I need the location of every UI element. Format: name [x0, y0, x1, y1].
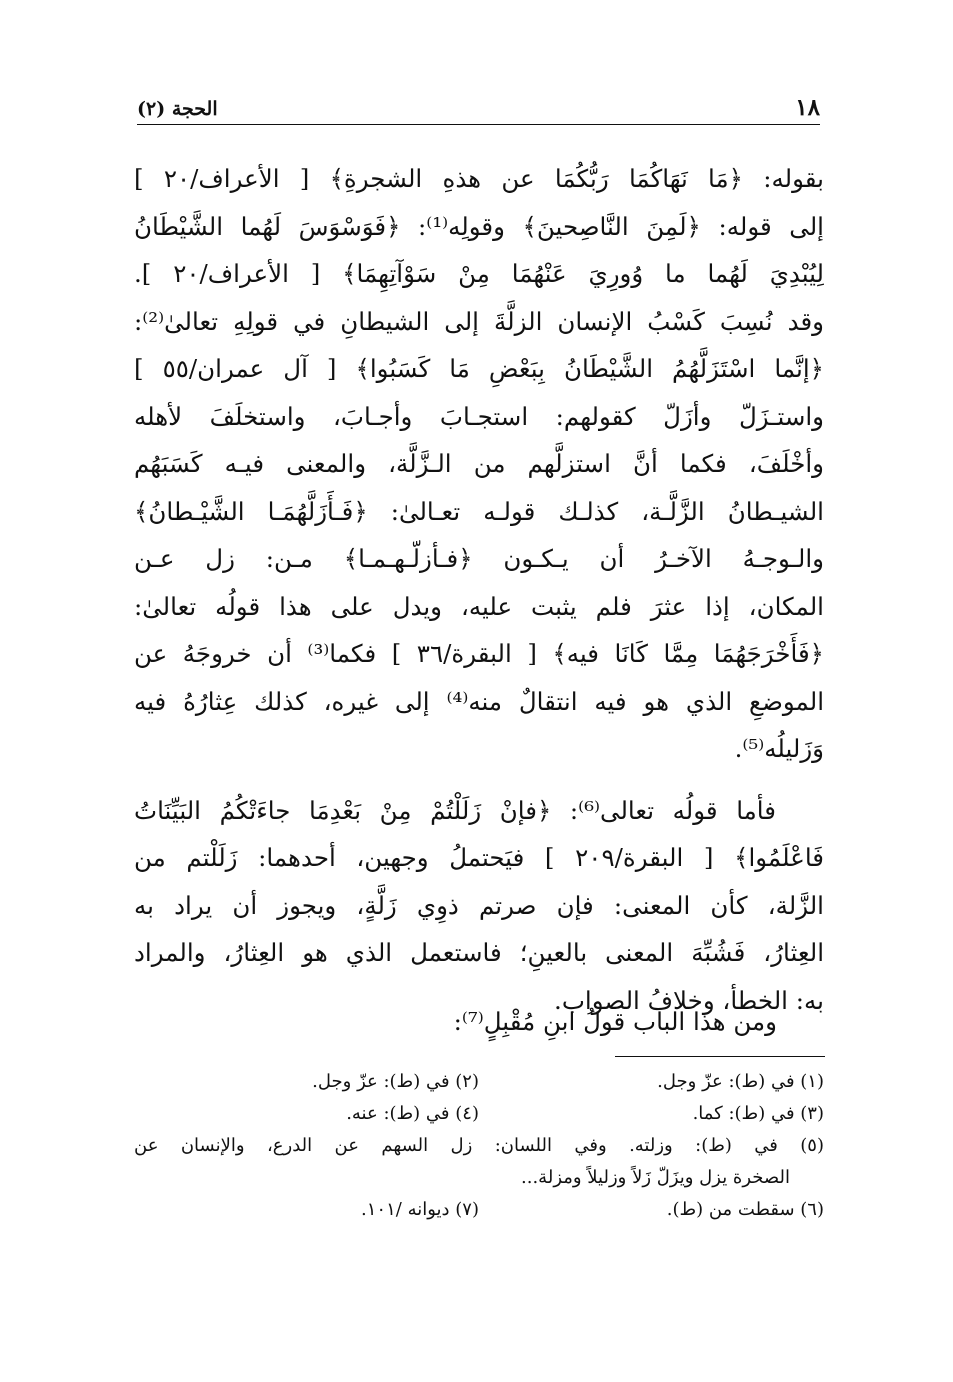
footnote-6: (٦) سقطت من (ط). — [666, 1199, 824, 1220]
text-line: والـوجـهُ الآخـرُ أن يـكـون ﴿فـأزلّـهـمـا﴾ مـن: زل عـن — [134, 544, 824, 573]
text-line: وَزَليلُه⁽⁵⁾. — [734, 734, 824, 763]
paragraph-gap — [134, 773, 824, 787]
footnote-1: (١) في (ط): عزّ وجل. — [657, 1071, 824, 1092]
footnotes — [134, 1066, 824, 1226]
text-line: ﴿فَأَخْرَجَهُمَا مِمَّا كَانَا فيه﴾ [ البقرة/٣٦ ] فكما⁽³⁾ أن خروجَهُ عن — [134, 639, 824, 668]
verse-intro: ومن هذا الباب قولُ ابنِ مُقْبِلٍ⁽⁷⁾: — [453, 1007, 777, 1036]
footnote-3: (٣) في (ط): كما. — [692, 1103, 824, 1124]
text-line: لِيُبْدِيَ لَهُما ما وُورِيَ عَنْهُمَا مِنْ سَوْآتِهِمَا﴾ [ الأعراف/٢٠ ]. — [134, 259, 824, 288]
text-line: العِثارُ، فَشُبِّهَ المعنى بالعينِ؛ فاستعمل الذي هو العِثارُ، والمراد — [134, 938, 824, 967]
footnote-5-continuation: الصخرة يزل ويزَلّ زَلاً وزليلاً ومزلة... — [521, 1167, 790, 1188]
footnote-5: (٥) في (ط): وزلته. وفي اللسان: زل السهم عن الدرع، والإنسان عن — [134, 1135, 824, 1156]
text-line: المكان، إذا عثرَ فلم يثبت عليه، ويدل على هذا قولُه تعالىٰ: — [134, 591, 824, 621]
footnote-7: (٧) ديوانه /١٠١. — [361, 1199, 479, 1220]
footnote-row — [134, 1098, 824, 1130]
text-line: الزَّلة، كأن المعنى: فإن صرتم ذوِي زَلَّةٍ، ويجوز أن يراد به — [134, 890, 824, 920]
text-line: وقد نُسِبَ كَسْبُ الإنسان الزلَّةَ إلى الشيطانِ في قولِهِ تعالىٰ⁽²⁾: — [134, 306, 824, 336]
text-line: فأما قولُه تعالى⁽⁶⁾: ﴿فإنْ زَلَلْتُمْ مِنْ بَعْدِمَا جاءَتْكُمُ البَيِّنَاتُ — [134, 795, 776, 825]
text-line: الشيـطانُ الزَّلَّـة، كذلـك قولـه تعـالىٰ: ﴿فَـأَزَلَّهُمَـا الشَّيْـطانُ﴾ — [134, 496, 824, 526]
text-line: وأخْلَفَ، فكما أنَّ استزلَّهم من الـزَّلَّة، والمعنى فيـه كَسَبَهُم — [134, 449, 824, 478]
footnote-row — [134, 1194, 824, 1226]
text-line: به: الخطأ، وخلافُ الصواب. — [554, 985, 824, 1015]
footnote-separator — [615, 1056, 825, 1057]
footnote-2: (٢) في (ط): عزّ وجل. — [312, 1071, 479, 1092]
text-line: فَاعْلَمُوا﴾ [ البقرة/٢٠٩ ] فيَحتملُ وجهين، أحدهما: زَلَلْتم من — [134, 843, 824, 872]
footnote-4: (٤) في (ط): عنه. — [346, 1103, 479, 1124]
text-line: الموضعِ الذي هو فيه انتقالٌ منه⁽⁴⁾ إلى غيره، كذلك عِثارُهُ فيه — [134, 686, 824, 716]
main-text — [134, 155, 824, 1024]
running-title: الحجة (٢) — [137, 98, 218, 120]
text-line: واستـزَلّ وأزَلّ كقولهم: استجـابَ وأجـابَ، واستخلَفَ لأهله — [134, 401, 824, 431]
text-line: ﴿إنَّما اسْتَزَلَّهُمُ الشَّيْطَانُ بِبَعْضِ مَا كَسَبُوا﴾ [ آل عمران/٥٥ ] — [134, 354, 824, 383]
page-header — [137, 90, 820, 125]
page-number: ١٨ — [795, 94, 820, 121]
text-line: إلى قوله: ﴿لَمِنَ النَّاصِحينَ﴾ وقولِه⁽¹⁾: ﴿فَوَسْوَسَ لَهُما الشَّيْطَانُ — [134, 211, 824, 241]
footnote-row — [134, 1066, 824, 1098]
text-line: بقوله: ﴿مَا نَهَاكُمَا رَبُّكُمَا عن هذهِ الشجرةِ﴾ [ الأعراف/٢٠ ] — [134, 164, 824, 193]
